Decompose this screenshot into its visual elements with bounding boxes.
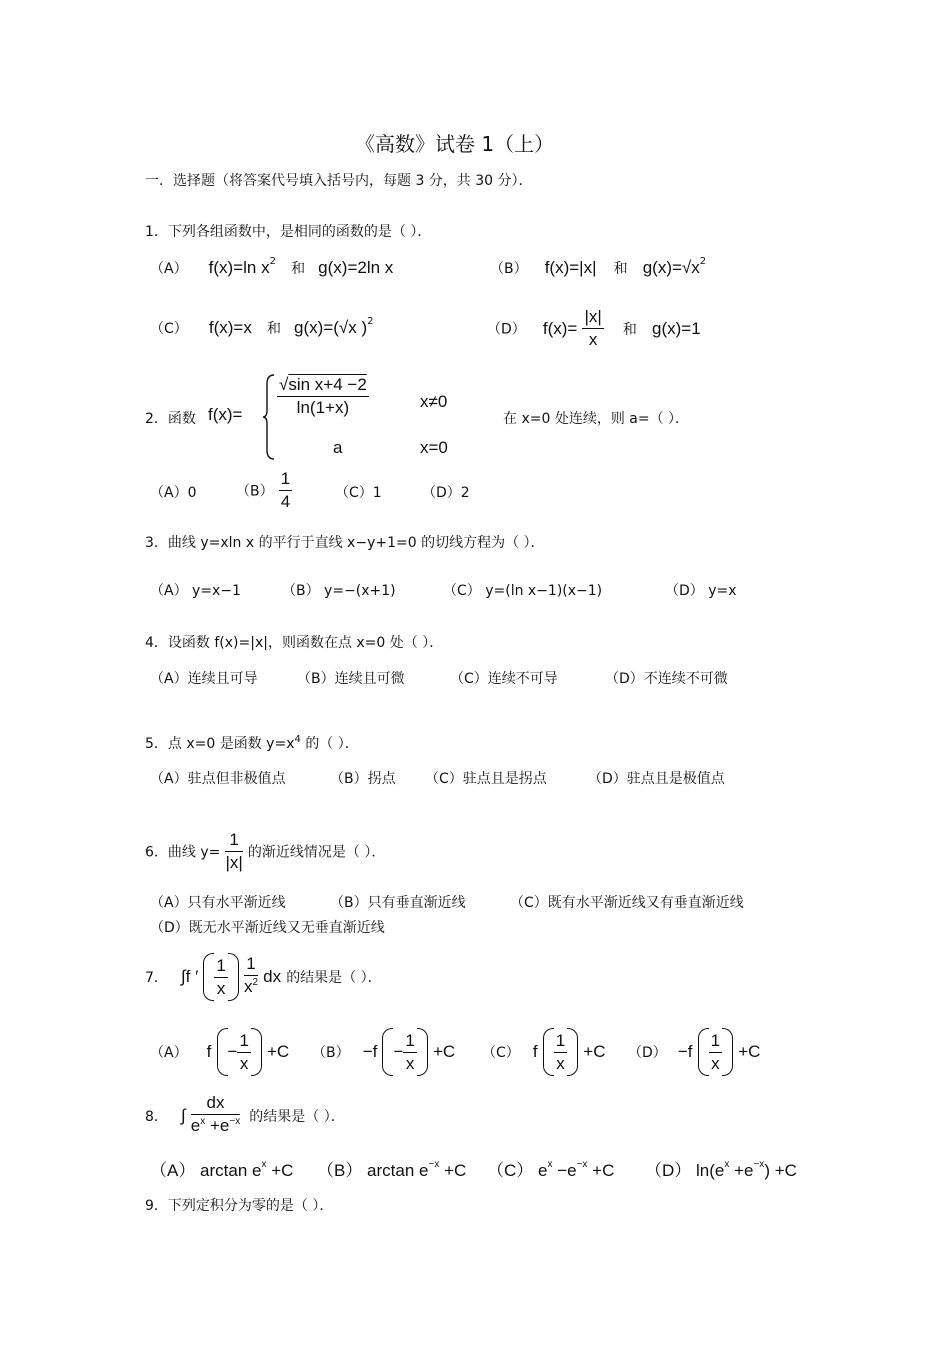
q2-brace — [262, 374, 276, 460]
q6-option-d: （D）既无水平渐近线又无垂直渐近线 — [150, 920, 385, 936]
q5-option-b: （B）拐点 — [330, 771, 396, 787]
q2-label: 2．函数 — [145, 411, 196, 427]
q6-option-b: （B）只有垂直渐近线 — [330, 895, 466, 911]
q7-stem: 7． ∫f ′ $\frac{1}{x}$ $\frac{1}{x^2}$ dx 的结果是（ ）． — [145, 953, 382, 1001]
q5-option-c: （C）驻点且是拐点 — [425, 771, 547, 787]
q7-option-a: （A） f − $\frac{1}{x}$ +C — [150, 1028, 289, 1076]
q4-option-b: （B）连续且可微 — [297, 671, 405, 687]
q8-option-a: （A） $\arctan e^x +C$ — [150, 1159, 294, 1180]
q7-option-b: （B） −f − $\frac{1}{x}$ +C — [312, 1028, 455, 1076]
q4-option-d: （D）不连续不可微 — [605, 671, 728, 687]
q5-option-a: （A）驻点但非极值点 — [150, 771, 286, 787]
q2-function: f(x)= — [208, 405, 243, 424]
q5-stem: 5．点 x=0 是函数 $y=x^4$ 的（ ）． — [145, 734, 359, 752]
q8-option-b: （B） $\arctan e^{-x} +C$ — [317, 1159, 467, 1180]
q8-option-d: （D） $\ln(e^x +e^{-x}) +C$ — [645, 1159, 797, 1180]
q2-option-a: （A）0 — [150, 485, 197, 501]
q7-option-c: （C） f $\frac{1}{x}$ +C — [482, 1028, 605, 1076]
page-title: 《高数》试卷 1（上） — [355, 132, 555, 156]
q2-top-fraction: $\frac{\text{√sin x+4 −2}}{\ln(1+x)}$ — [279, 375, 367, 417]
q1-option-c: （C） f(x)=x 和 g(x)=(√x )$^2$ — [150, 316, 374, 337]
q1-option-d: （D） f(x)= $\frac{|x|}{x}$ 和 g(x)=1 — [487, 307, 701, 349]
q1-stem: 1．下列各组函数中，是相同的函数的是（ ）． — [145, 224, 432, 240]
q2-condition-2: x=0 — [420, 438, 448, 457]
q3-option-c: （C） y=(ln x−1)(x−1) — [443, 583, 603, 599]
q2-tail: 在 x=0 处连续，则 a=（ ）． — [503, 411, 690, 427]
q2-option-c: （C）1 — [335, 485, 382, 501]
q4-option-a: （A）连续且可导 — [150, 671, 258, 687]
q2-bottom-value: a — [333, 438, 343, 457]
q2-condition-1: x≠0 — [420, 392, 448, 411]
q3-option-a: （A） y=x−1 — [150, 583, 241, 599]
q4-stem: 4．设函数 f(x)=|x|，则函数在点 x=0 处（ ）． — [145, 635, 444, 651]
q4-option-c: （C）连续不可导 — [450, 671, 558, 687]
q6-option-a: （A）只有水平渐近线 — [150, 895, 286, 911]
q3-option-b: （B） y=−(x+1) — [282, 583, 396, 599]
q5-option-d: （D）驻点且是极值点 — [588, 771, 725, 787]
q3-option-d: （D） y=x — [665, 583, 737, 599]
q7-option-d: （D） −f $\frac{1}{x}$ +C — [628, 1028, 760, 1076]
q8-stem: 8． ∫ $\frac{dx}{e^x +e^{-x}}$ 的结果是（ ）． — [145, 1093, 345, 1135]
q6-stem: 6．曲线 y= $\frac{1}{|x|}$ 的渐近线情况是（ ）． — [145, 830, 386, 872]
q6-option-c: （C）既有水平渐近线又有垂直渐近线 — [510, 895, 744, 911]
q2-option-b: （B） $\frac{1}{4}$ — [236, 469, 291, 511]
q3-stem: 3．曲线 y=xln x 的平行于直线 x−y+1=0 的切线方程为（ ）． — [145, 535, 545, 551]
q2-option-d: （D）2 — [422, 485, 470, 501]
q9-stem: 9．下列定积分为零的是（ ）． — [145, 1198, 334, 1214]
q1-option-a: （A） f(x)=ln $x^2$ 和 g(x)=2ln x — [150, 256, 394, 277]
section-heading: 一．选择题（将答案代号填入括号内，每题 3 分，共 30 分）． — [145, 173, 533, 189]
q8-option-c: （C） $e^x -e^{-x} +C$ — [487, 1159, 615, 1180]
q1-option-b: （B） f(x)=|x| 和 $g(x)=√x^2$ — [490, 256, 707, 277]
